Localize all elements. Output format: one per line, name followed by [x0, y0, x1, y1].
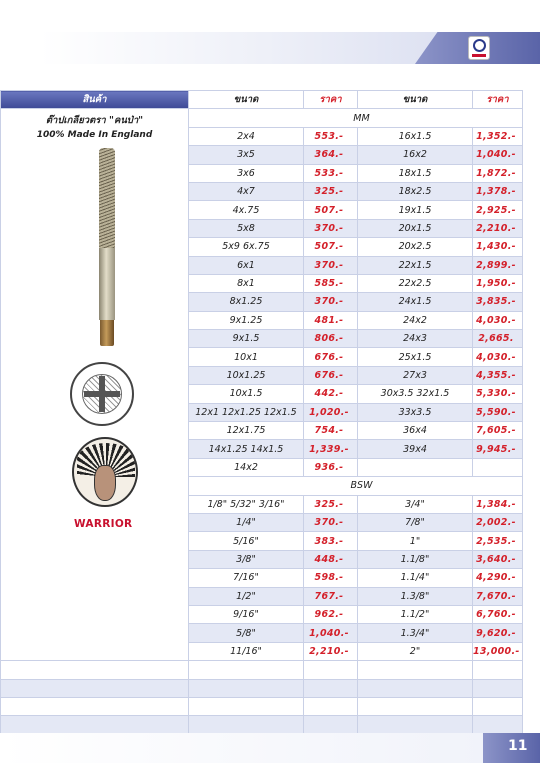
header-price-1: ราคา [304, 91, 358, 109]
mm-price-1: 676.- [304, 348, 358, 366]
bsw-price-1: 598.- [304, 569, 358, 587]
mm-price-2: 5,590.- [473, 403, 523, 421]
mm-price-2: 7,605.- [473, 422, 523, 440]
mm-size-1: 14x2 [189, 458, 304, 476]
mm-price-2: 4,030.- [473, 311, 523, 329]
mm-price-1: 1,020.- [304, 403, 358, 421]
bsw-price-1: 767.- [304, 587, 358, 605]
mm-price-2: 5,330.- [473, 385, 523, 403]
empty-cell [189, 679, 304, 697]
bsw-size-1: 1/4" [189, 513, 304, 531]
mm-size-2: 20x1.5 [358, 219, 473, 237]
empty-cell [358, 679, 473, 697]
mm-size-2: 36x4 [358, 422, 473, 440]
mm-size-1: 5x8 [189, 219, 304, 237]
bsw-size-1: 3/8" [189, 550, 304, 568]
warrior-emblem-image [72, 437, 138, 507]
mm-price-1: 442.- [304, 385, 358, 403]
mm-price-1: 553.- [304, 127, 358, 145]
bsw-price-1: 370.- [304, 513, 358, 531]
bsw-price-2: 9,620.- [473, 624, 523, 642]
mm-price-2 [473, 458, 523, 476]
mm-price-2: 1,872.- [473, 164, 523, 182]
footer-band [0, 733, 483, 763]
bsw-price-2: 6,760.- [473, 605, 523, 623]
product-origin: 100% Made In England [36, 130, 153, 141]
mm-price-1: 533.- [304, 164, 358, 182]
mm-price-1: 370.- [304, 256, 358, 274]
mm-size-2: 24x1.5 [358, 293, 473, 311]
bsw-price-2: 2,002.- [473, 513, 523, 531]
mm-price-2: 1,430.- [473, 238, 523, 256]
mm-size-1: 8x1 [189, 274, 304, 292]
mm-price-2: 4,030.- [473, 348, 523, 366]
bsw-price-2: 2,535.- [473, 532, 523, 550]
bsw-price-2: 1,384.- [473, 495, 523, 513]
price-table [0, 90, 523, 753]
empty-cell [304, 679, 358, 697]
mm-size-2: 18x2.5 [358, 182, 473, 200]
mm-size-1: 2x4 [189, 127, 304, 145]
bsw-price-2: 13,000.- [473, 642, 523, 660]
mm-size-1: 4x7 [189, 182, 304, 200]
bsw-size-2: 1" [358, 532, 473, 550]
empty-cell [1, 679, 189, 697]
tap-tool-image [96, 148, 118, 348]
mm-size-1: 12x1 12x1.25 12x1.5 [189, 403, 304, 421]
mm-size-2: 18x1.5 [358, 164, 473, 182]
bsw-price-1: 448.- [304, 550, 358, 568]
mm-size-2: 39x4 [358, 440, 473, 458]
brand-name: WARRIOR [74, 518, 133, 530]
empty-cell [358, 716, 473, 734]
mm-price-1: 676.- [304, 366, 358, 384]
bsw-price-2: 7,670.- [473, 587, 523, 605]
mm-price-1: 370.- [304, 219, 358, 237]
mm-price-2: 3,835.- [473, 293, 523, 311]
header-price-2: ราคา [473, 91, 523, 109]
mm-price-1: 364.- [304, 146, 358, 164]
mm-price-2: 2,665. [473, 330, 523, 348]
bsw-size-2: 3/4" [358, 495, 473, 513]
page-number: 11 [508, 738, 528, 754]
empty-cell [189, 661, 304, 679]
mm-size-1: 14x1.25 14x1.5 [189, 440, 304, 458]
mm-size-1: 6x1 [189, 256, 304, 274]
mm-price-1: 325.- [304, 182, 358, 200]
empty-cell [189, 716, 304, 734]
mm-size-2: 24x3 [358, 330, 473, 348]
mm-size-1: 12x1.75 [189, 422, 304, 440]
bsw-size-2: 2" [358, 642, 473, 660]
mm-size-2: 22x2.5 [358, 274, 473, 292]
mm-price-1: 754.- [304, 422, 358, 440]
mm-price-2: 2,210.- [473, 219, 523, 237]
empty-cell [473, 697, 523, 715]
mm-price-2: 1,378.- [473, 182, 523, 200]
section-label-bsw: BSW [189, 477, 523, 495]
mm-size-2: 16x1.5 [358, 127, 473, 145]
mm-price-1: 1,339.- [304, 440, 358, 458]
bsw-size-1: 11/16" [189, 642, 304, 660]
bsw-size-1: 1/8" 5/32" 3/16" [189, 495, 304, 513]
mm-price-2: 1,352.- [473, 127, 523, 145]
bsw-size-1: 9/16" [189, 605, 304, 623]
bsw-size-2: 1.3/8" [358, 587, 473, 605]
empty-cell [473, 679, 523, 697]
product-name: ต๊าปเกลียวตรา "คนป่า" [45, 115, 144, 127]
mm-size-1: 10x1.5 [189, 385, 304, 403]
empty-cell [1, 661, 189, 679]
mm-size-2: 24x2 [358, 311, 473, 329]
mm-size-1: 4x.75 [189, 201, 304, 219]
empty-cell [1, 697, 189, 715]
table-header-row [1, 91, 523, 109]
mm-price-2: 9,945.- [473, 440, 523, 458]
bsw-size-1: 1/2" [189, 587, 304, 605]
mm-size-1: 9x1.25 [189, 311, 304, 329]
mm-size-1: 3x5 [189, 146, 304, 164]
bsw-size-1: 5/8" [189, 624, 304, 642]
empty-row [1, 661, 523, 679]
bsw-price-1: 325.- [304, 495, 358, 513]
mm-price-2: 4,355.- [473, 366, 523, 384]
header-product: สินค้า [1, 91, 189, 109]
mm-size-2: 22x1.5 [358, 256, 473, 274]
bsw-price-1: 1,040.- [304, 624, 358, 642]
header-size-1: ขนาด [189, 91, 304, 109]
empty-cell [358, 697, 473, 715]
empty-cell [473, 716, 523, 734]
mm-size-1: 5x9 6x.75 [189, 238, 304, 256]
bsw-size-2: 7/8" [358, 513, 473, 531]
mm-size-1: 8x1.25 [189, 293, 304, 311]
bsw-size-1: 7/16" [189, 569, 304, 587]
bsw-size-2: 1.3/4" [358, 624, 473, 642]
mm-size-2: 33x3.5 [358, 403, 473, 421]
empty-cell [358, 661, 473, 679]
bsw-price-2: 4,290.- [473, 569, 523, 587]
empty-cell [1, 716, 189, 734]
mm-size-1: 9x1.5 [189, 330, 304, 348]
mm-price-1: 806.- [304, 330, 358, 348]
empty-row [1, 679, 523, 697]
bsw-price-1: 2,210.- [304, 642, 358, 660]
empty-row [1, 716, 523, 734]
empty-cell [473, 661, 523, 679]
mm-price-2: 2,925.- [473, 201, 523, 219]
mm-size-1: 10x1 [189, 348, 304, 366]
mm-size-1: 10x1.25 [189, 366, 304, 384]
bsw-size-2: 1.1/8" [358, 550, 473, 568]
empty-cell [304, 697, 358, 715]
mm-price-1: 481.- [304, 311, 358, 329]
mm-price-2: 1,040.- [473, 146, 523, 164]
mm-size-2: 16x2 [358, 146, 473, 164]
empty-cell [304, 716, 358, 734]
bsw-size-2: 1.1/4" [358, 569, 473, 587]
section-label-mm: MM [189, 109, 523, 127]
mm-price-1: 507.- [304, 238, 358, 256]
mm-price-1: 585.- [304, 274, 358, 292]
mm-price-1: 507.- [304, 201, 358, 219]
mm-size-2: 30x3.5 32x1.5 [358, 385, 473, 403]
bsw-price-2: 3,640.- [473, 550, 523, 568]
bsw-price-1: 383.- [304, 532, 358, 550]
mm-size-2 [358, 458, 473, 476]
company-logo [468, 36, 490, 60]
mm-size-1: 3x6 [189, 164, 304, 182]
mm-size-2: 25x1.5 [358, 348, 473, 366]
empty-row [1, 697, 523, 715]
bsw-size-1: 5/16" [189, 532, 304, 550]
mm-size-2: 19x1.5 [358, 201, 473, 219]
empty-cell [189, 697, 304, 715]
mm-size-2: 20x2.5 [358, 238, 473, 256]
empty-cell [304, 661, 358, 679]
mm-size-2: 27x3 [358, 366, 473, 384]
mm-price-1: 370.- [304, 293, 358, 311]
bsw-size-2: 1.1/2" [358, 605, 473, 623]
mm-price-2: 1,950.- [473, 274, 523, 292]
header-size-2: ขนาด [358, 91, 473, 109]
section-row-mm [1, 109, 523, 127]
mm-price-2: 2,899.- [473, 256, 523, 274]
warrior-seal-image [70, 362, 134, 426]
mm-price-1: 936.- [304, 458, 358, 476]
bsw-price-1: 962.- [304, 605, 358, 623]
